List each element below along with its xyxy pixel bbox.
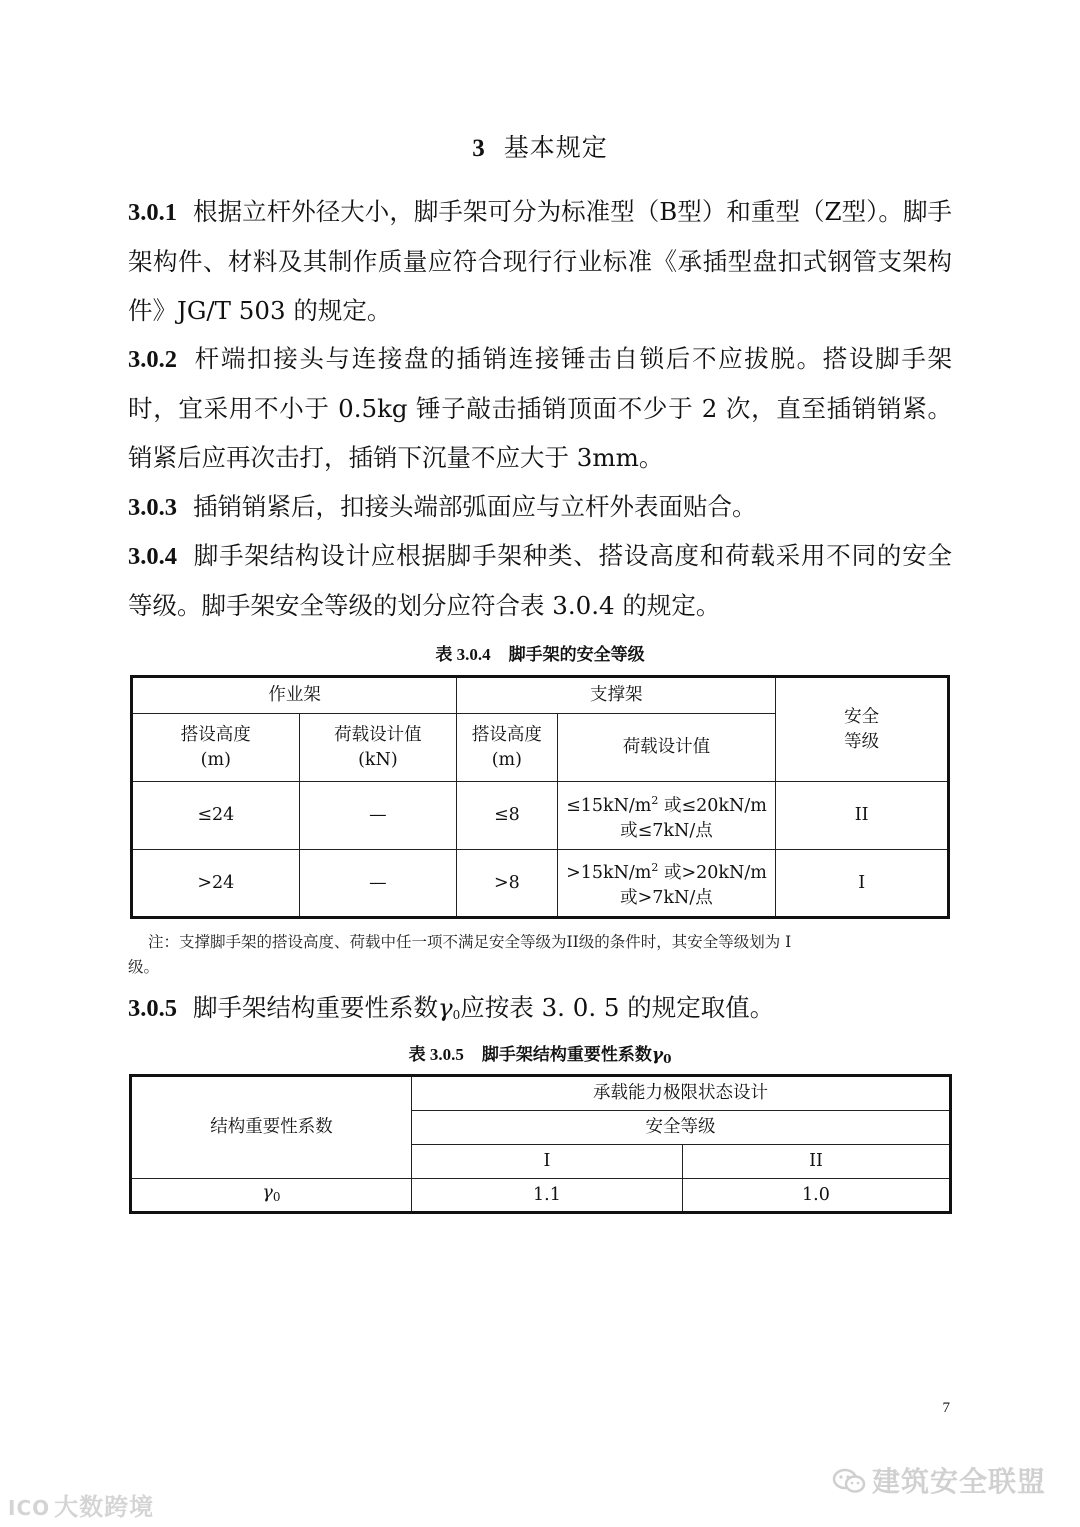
clause-text: 杆端扣接头与连接盘的插销连接锤击自锁后不应拔脱。搭设脚手架时，宜采用不小于 0.5kg 锤子敲击插销顶面不少于 2 次，直至插销销紧。销紧后应再次击打，插销下沉量不应大于 3mm。 — [128, 344, 952, 472]
header-support-frame: 支撑架 — [457, 677, 776, 714]
cell-grade: I — [776, 850, 949, 918]
header-safety-grade: 安全 等级 — [776, 677, 949, 782]
importance-factor-table — [129, 1074, 952, 1214]
cell-work-load: — — [299, 850, 457, 918]
table-caption-number: 表 3.0.5 — [408, 1045, 464, 1064]
header-safety-grade: 安全等级 — [411, 1111, 950, 1145]
clause-number: 3.0.1 — [128, 199, 177, 226]
header-work-frame: 作业架 — [132, 677, 457, 714]
clause-3-0-2 — [128, 334, 952, 482]
table-caption-title: 脚手架的安全等级 — [508, 645, 645, 665]
note-line-2: 级。 — [128, 958, 160, 976]
cell-grade: II — [776, 782, 949, 850]
gamma-subscript: 0 — [452, 1008, 461, 1022]
table-caption-number: 表 3.0.4 — [435, 645, 491, 664]
gamma-symbol: γ — [262, 1182, 273, 1203]
clause-3-0-1 — [128, 187, 952, 335]
clause-text: 脚手架结构设计应根据脚手架种类、搭设高度和荷载采用不同的安全等级。脚手架安全等级的划分应符合表 3.0.4 的规定。 — [128, 541, 952, 620]
table-3-0-4-caption — [0, 640, 1080, 665]
clause-3-0-4 — [128, 531, 952, 630]
load-line: 或≤20kN/m — [658, 795, 767, 816]
header-work-height: 搭设高度 (m) — [132, 714, 300, 782]
clause-text-after: 应按表 3. 0. 5 的规定取值。 — [460, 993, 775, 1022]
clause-3-0-3 — [128, 482, 952, 532]
cell-support-height: >8 — [457, 850, 557, 918]
table-row — [132, 850, 949, 918]
gamma-symbol: γ — [651, 1045, 664, 1065]
load-point: 或>7kN/点 — [620, 888, 713, 908]
table-note — [128, 930, 950, 980]
table-header-row — [132, 677, 949, 714]
header-support-load: 荷载设计值 — [557, 714, 776, 782]
clause-text: 根据立杆外径大小，脚手架可分为标准型（B型）和重型（Z型）。脚手架构件、材料及其制作质量应符合现行行业标准《承插型盘扣式钢管支架构件》JG/T 503 的规定。 — [128, 197, 952, 325]
clause-number: 3.0.2 — [128, 346, 177, 373]
table-3-0-5-caption — [0, 1040, 1080, 1066]
header-support-height: 搭设高度 (m) — [457, 714, 557, 782]
load-area: >15kN/m — [566, 863, 652, 883]
header-importance-factor: 结构重要性系数 — [131, 1076, 412, 1179]
load-point: 或≤7kN/点 — [620, 820, 713, 841]
load-area-exp: 2 — [651, 793, 659, 807]
load-area-exp: 2 — [651, 861, 659, 874]
chapter-title-text: 基本规定 — [503, 133, 608, 162]
clause-number: 3.0.5 — [128, 995, 177, 1022]
cell-gamma — [131, 1179, 412, 1213]
clause-text: 插销销紧后，扣接头端部弧面应与立杆外表面贴合。 — [193, 492, 757, 521]
load-area: ≤15kN/m — [566, 795, 652, 816]
cell-work-height: >24 — [132, 850, 300, 918]
cell-value-grade-2: 1.0 — [682, 1179, 950, 1213]
clause-number: 3.0.4 — [128, 543, 177, 570]
wechat-icon — [832, 1468, 866, 1494]
cell-work-height: ≤24 — [132, 782, 300, 850]
header-grade-1: I — [411, 1145, 682, 1179]
gamma-symbol: γ — [438, 993, 453, 1022]
clause-number: 3.0.3 — [128, 494, 177, 521]
header-work-load: 荷载设计值 (kN) — [299, 714, 457, 782]
header-limit-state-design: 承载能力极限状态设计 — [411, 1076, 950, 1111]
cell-support-load — [557, 782, 776, 850]
clause-text: 脚手架结构重要性系数 — [193, 993, 438, 1022]
watermark-logo-icon: ICO — [8, 1496, 51, 1520]
page-number: 7 — [942, 1400, 950, 1416]
gamma-subscript: 0 — [663, 1052, 672, 1066]
cell-work-load: — — [299, 782, 457, 850]
watermark-right — [832, 1460, 1046, 1500]
header-grade-2: II — [682, 1145, 950, 1179]
table-header-row — [131, 1076, 951, 1111]
chapter-title — [0, 128, 1080, 164]
gamma-subscript: 0 — [272, 1189, 281, 1204]
clause-3-0-5 — [128, 983, 952, 1040]
table-row — [131, 1179, 951, 1213]
cell-value-grade-1: 1.1 — [411, 1179, 682, 1213]
load-line: 或>20kN/m — [658, 863, 767, 883]
watermark-left — [8, 1487, 154, 1522]
watermark-left-text: 大数跨境 — [54, 1493, 155, 1521]
cell-support-load — [557, 850, 776, 918]
safety-grade-table — [130, 675, 950, 919]
note-line-1: 注：支撑脚手架的搭设高度、荷载中任一项不满足安全等级为II级的条件时，其安全等级划为 I — [148, 933, 792, 951]
table-caption-title: 脚手架结构重要性系数 — [481, 1045, 652, 1065]
table-row — [132, 782, 949, 850]
chapter-number: 3 — [472, 135, 486, 162]
cell-support-height: ≤8 — [457, 782, 557, 850]
watermark-right-text: 建筑安全联盟 — [871, 1465, 1046, 1498]
